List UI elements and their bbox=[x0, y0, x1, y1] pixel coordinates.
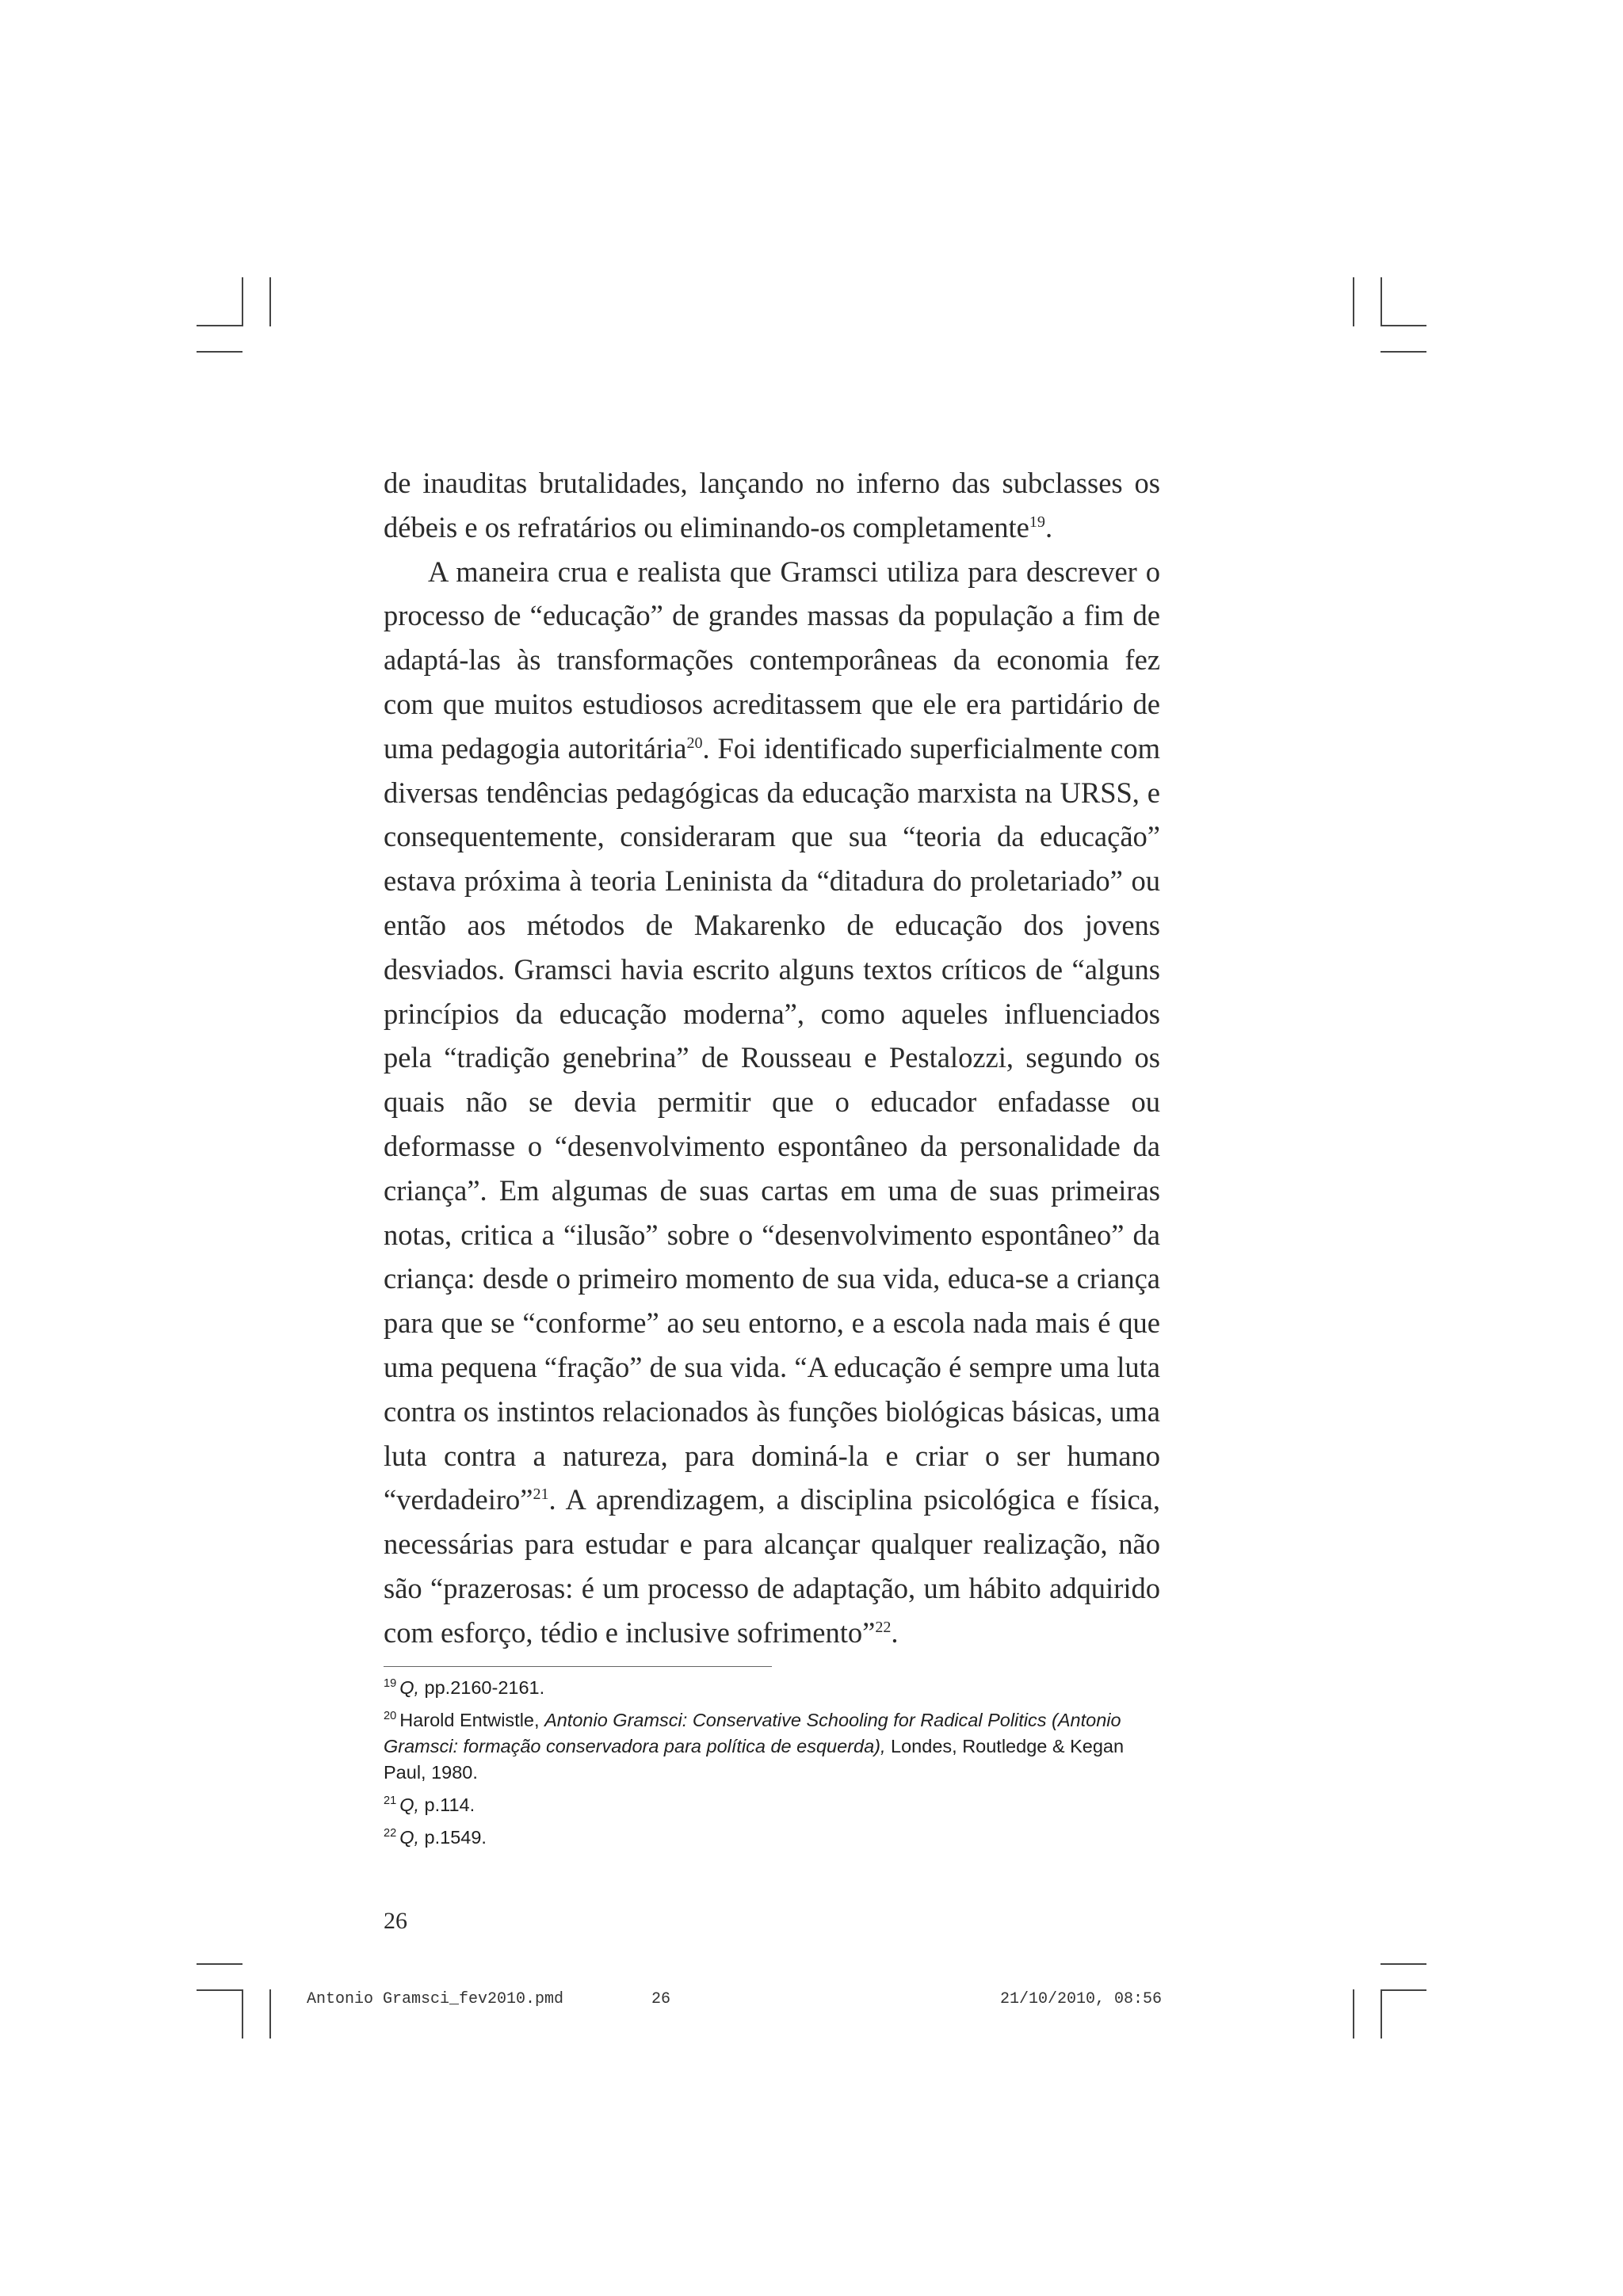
footnote-number: 19 bbox=[384, 1677, 397, 1691]
footnote-text: p.1549. bbox=[419, 1827, 487, 1848]
paragraph-text: A maneira crua e realista que Gramsci utiliza para descrever o processo de “educação” de grandes massas da população a fim de adaptá-las às transformações contemporâneas da economia fez com que muitos estudiosos acreditassem que ele era partidário de uma pedagogia autoritária bbox=[384, 555, 1160, 765]
footnote-text: p.114. bbox=[419, 1794, 475, 1815]
crop-mark bbox=[1381, 351, 1426, 353]
footnote-divider bbox=[384, 1666, 772, 1667]
footnote-ref: 22 bbox=[875, 1618, 892, 1636]
footnote-italic: Q, bbox=[399, 1794, 420, 1815]
crop-mark bbox=[242, 277, 243, 326]
paragraph-text: . Foi identificado superficialmente com diversas tendências pedagógicas da educação marxista na URSS, e consequentemente, consideraram que sua “teoria da educação” estava próxima à teoria Leninista da “ditadura do proletariado” ou então aos métodos de Makarenko de educação dos jovens desviados. Gramsci havia escrito alguns textos críticos de “alguns princípios da educação moderna”, como aqueles influenciados pela “tradição genebrina” de Rousseau e Pestalozzi, segundo os quais não se devia permitir que o educador enfadasse ou deformasse o “desenvolvimento espontâneo da personalidade da criança”. Em algumas de suas cartas em uma de suas primeiras notas, critica a “ilusão” sobre o “desenvolvimento espontâneo” da criança: desde o primeiro momento de sua vida, educa-se a criança para que se “conforme” ao seu entorno, e a escola nada mais é que uma pequena “fração” de sua vida. “A educação é sempre uma luta contra os instintos relacionados às funções biológicas básicas, uma luta contra a natureza, para dominá-la e criar o ser humano “verdadeiro” bbox=[384, 731, 1160, 1516]
crop-mark bbox=[1381, 277, 1382, 326]
footnote-ref: 21 bbox=[533, 1486, 549, 1504]
page-number: 26 bbox=[384, 1908, 407, 1934]
paragraph-text: . A aprendizagem, a disciplina psicológica e física, necessárias para estudar e para alcançar qualquer realização, não são “prazerosas: é um processo de adaptação, um hábito adquirido com esforço, tédio e inclusive sofrimento” bbox=[384, 1483, 1160, 1649]
crop-mark bbox=[1353, 1989, 1354, 2039]
crop-mark bbox=[197, 351, 242, 353]
footnote-number: 22 bbox=[384, 1827, 397, 1840]
paragraph-text: de inauditas brutalidades, lançando no inferno das subclasses os débeis e os refratários ou eliminando-os completamente bbox=[384, 467, 1160, 543]
paragraph-text: . bbox=[891, 1615, 899, 1649]
footnote bbox=[384, 1792, 1165, 1818]
footnote bbox=[384, 1825, 1165, 1851]
crop-mark bbox=[1353, 277, 1354, 326]
crop-mark bbox=[1381, 1963, 1426, 1965]
footnote-italic: Antonio Gramsci: Conservative Schooling for Radical Politics (Antonio Gramsci: formação conservadora para política de esquerda), bbox=[384, 1710, 1121, 1756]
crop-mark bbox=[1381, 1989, 1382, 2039]
footnotes bbox=[384, 1675, 1165, 1857]
paragraph-text: . bbox=[1044, 510, 1053, 543]
footnote-text: Harold Entwistle, bbox=[399, 1710, 545, 1730]
slug-datetime: 21/10/2010, 08:56 bbox=[1000, 1990, 1163, 2008]
footnote-ref: 19 bbox=[1029, 513, 1045, 531]
crop-mark bbox=[197, 325, 242, 326]
footnote bbox=[384, 1675, 1165, 1701]
slug-filename: Antonio Gramsci_fev2010.pmd bbox=[307, 1990, 564, 2008]
footnote-text: Londes, Routledge & Kegan Paul, 1980. bbox=[384, 1736, 1125, 1783]
crop-mark bbox=[197, 1989, 242, 1991]
crop-mark bbox=[269, 277, 271, 326]
crop-mark bbox=[197, 1963, 242, 1965]
slug-page: 26 bbox=[651, 1990, 671, 2008]
crop-mark bbox=[269, 1989, 271, 2039]
paragraph bbox=[384, 461, 1160, 550]
footnote-text: pp.2160-2161. bbox=[419, 1677, 545, 1698]
crop-mark bbox=[242, 1989, 243, 2039]
footnote bbox=[384, 1707, 1165, 1786]
footnote-italic: Q, bbox=[399, 1827, 420, 1848]
footnote-number: 20 bbox=[384, 1710, 397, 1723]
footnote-ref: 20 bbox=[686, 734, 703, 752]
crop-mark bbox=[1381, 325, 1426, 326]
body-text bbox=[384, 461, 1160, 1655]
footnote-italic: Q, bbox=[399, 1677, 420, 1698]
paragraph bbox=[384, 550, 1160, 1655]
footnote-number: 21 bbox=[384, 1794, 397, 1808]
crop-mark bbox=[1381, 1989, 1426, 1991]
